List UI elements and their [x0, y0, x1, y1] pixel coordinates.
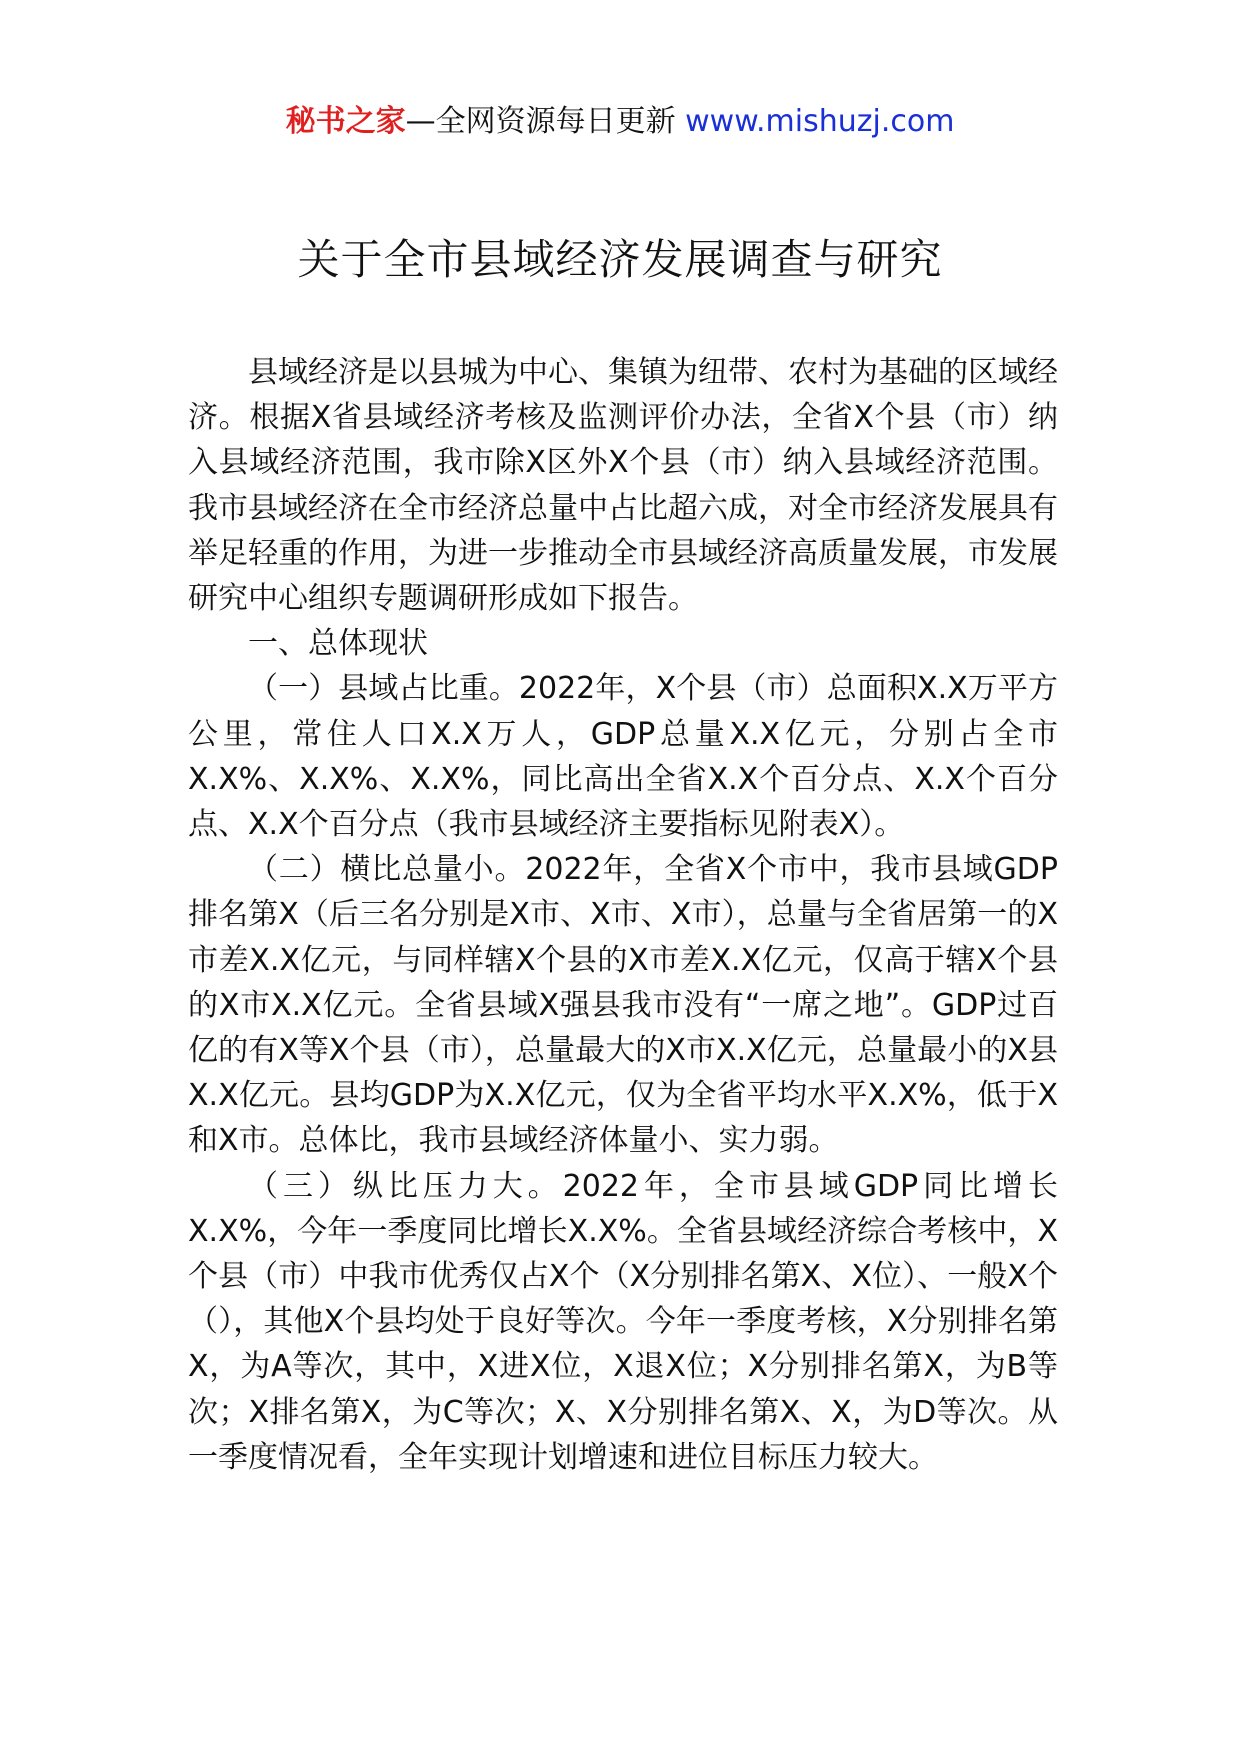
site-brand: 秘书之家 [285, 104, 406, 139]
paragraph-intro: 县域经济是以县城为中心、集镇为纽带、农村为基础的区域经济。根据X省县域经济考核及监测评价办法，全省X个县（市）纳入县域经济范围，我市除X区外X个县（市）纳入县域经济范围。我市县域经济在全市经济总量中占比超六成，对全市经济发展具有举足轻重的作用，为进一步推动全市县域经济高质量发展，市发展研究中心组织专题调研形成如下报告。 [188, 355, 1058, 617]
paragraph-vertical-comparison: （三）纵比压力大。2022年，全市县域GDP同比增长X.X%，今年一季度同比增长X.X%。全省县域经济综合考核中，X个县（市）中我市优秀仅占X个（X分别排名第X、X位）、一般X个（），其他X个县均处于良好等次。今年一季度考核，X分别排名第X，为A等次，其中，X进X位，X退X位；X分别排名第X，为B等次；X排名第X，为C等次；X、X分别排名第X、X，为D等次。从一季度情况看，全年实现计划增速和进位目标压力较大。 [188, 1168, 1058, 1475]
document-body [188, 350, 1058, 1480]
site-header [0, 102, 1240, 142]
site-url-link[interactable]: www.mishuzj.com [685, 104, 955, 139]
section-heading-overview: 一、总体现状 [248, 626, 428, 662]
site-tagline: —全网资源每日更新 [405, 104, 686, 139]
document-title: 关于全市县域经济发展调查与研究 [297, 235, 943, 284]
paragraph-horizontal-comparison: （二）横比总量小。2022年，全省X个市中，我市县域GDP排名第X（后三名分别是X市、X市、X市），总量与全省居第一的X市差X.X亿元，与同样辖X个县的X市差X.X亿元，仅高于辖X个县的X市X.X亿元。全省县域X强县我市没有“一席之地”。GDP过百亿的有X等X个县（市），总量最大的X市X.X亿元，总量最小的X县X.X亿元。县均GDP为X.X亿元，仅为全省平均水平X.X%，低于X和X市。总体比，我市县域经济体量小、实力弱。 [188, 852, 1058, 1159]
paragraph-county-share: （一）县域占比重。2022年，X个县（市）总面积X.X万平方公里，常住人口X.X万人，GDP总量X.X亿元，分别占全市X.X%、X.X%、X.X%，同比高出全省X.X个百分点、X.X个百分点、X.X个百分点（我市县域经济主要指标见附表X）。 [188, 671, 1058, 843]
